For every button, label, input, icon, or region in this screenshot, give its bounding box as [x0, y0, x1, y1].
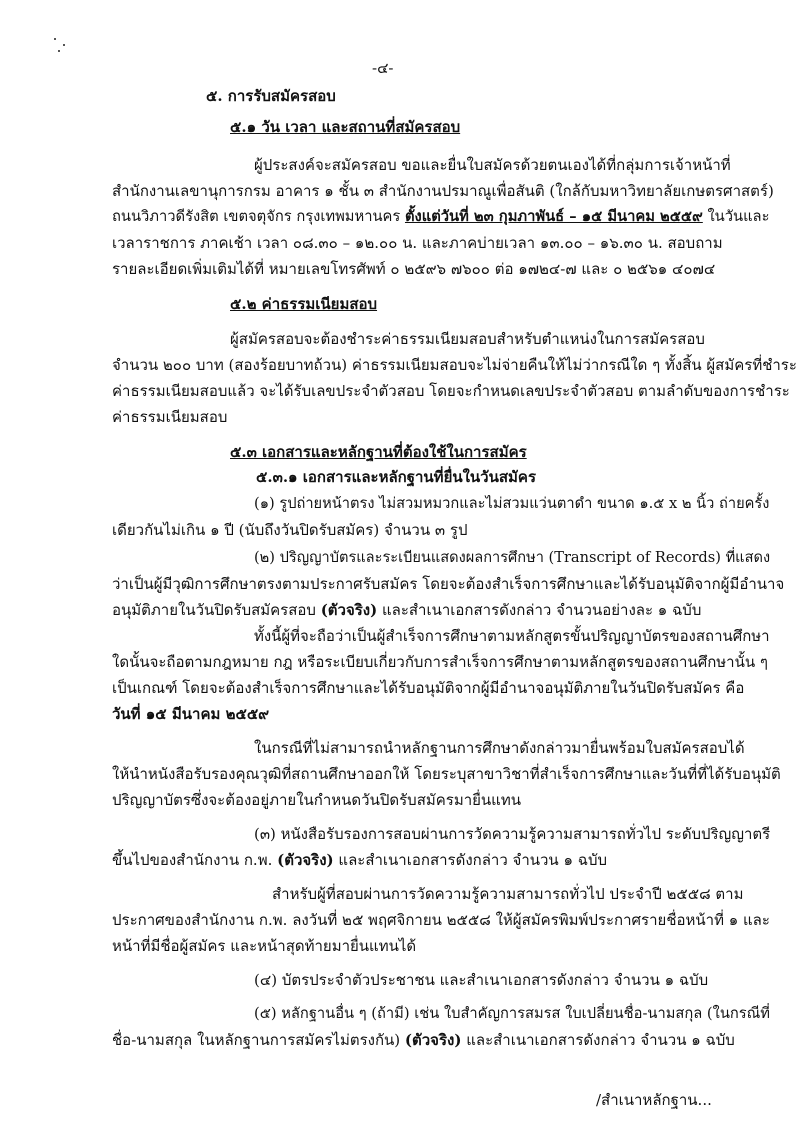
paragraph-line: [112, 600, 701, 620]
paragraph-line: ผู้สมัครสอบจะต้องชำระค่าธรรมเนียมสอบสำหรับตำแหน่งในการสมัครสอบ: [230, 330, 705, 348]
paragraph-line: (๒) ปริญญาบัตรและระเบียนแสดงผลการศึกษา (Transcript of Records) ที่แสดง: [254, 549, 771, 566]
paragraph-line: (๕) หลักฐานอื่น ๆ (ถ้ามี) เช่น ใบสำคัญการสมรส ใบเปลี่ยนชื่อ-นามสกุล (ในกรณีที่: [254, 1005, 770, 1022]
paragraph-line: เดียวกันไม่เกิน ๑ ปี (นับถึงวันปิดรับสมัคร) จำนวน ๓ รูป: [112, 521, 468, 539]
text-run: และสำเนาเอกสารดังกล่าว จำนวนอย่างละ ๑ ฉบับ: [377, 601, 702, 619]
closing-date: วันที่ ๑๕ มีนาคม ๒๕๕๙: [112, 705, 270, 723]
text-run: ชื่อ-นามสกุล ในหลักฐานการสมัครไม่ตรงกัน): [112, 1031, 405, 1049]
text-run: ขึ้นไปของสำนักงาน ก.พ.: [112, 851, 278, 869]
paragraph-line: เป็นเกณฑ์ โดยจะต้องสำเร็จการศึกษาและได้รับอนุมัติจากผู้มีอำนาจอนุมัติภายในวันปิดรับสมัคร คือ: [112, 679, 745, 697]
paragraph-line: สำหรับผู้ที่สอบผ่านการวัดความรู้ความสามารถทั่วไป ประจำปี ๒๕๕๘ ตาม: [272, 885, 744, 903]
paragraph-line: ทั้งนี้ผู้ที่จะถือว่าเป็นผู้สำเร็จการศึกษาตามหลักสูตรขั้นปริญญาบัตรของสถานศึกษา: [254, 627, 770, 645]
section-5-heading: ๕. การรับสมัครสอบ: [206, 87, 336, 105]
paragraph-line: [112, 1030, 735, 1050]
paragraph-line: ค่าธรรมเนียมสอบแล้ว จะได้รับเลขประจำตัวสอบ โดยจะกำหนดเลขประจำตัวสอบ ตามลำดับของการชำระ: [112, 382, 790, 400]
paragraph-line: รายละเอียดเพิ่มเติมได้ที่ หมายเลขโทรศัพท์ ๐ ๒๕๙๖ ๗๖๐๐ ต่อ ๑๗๒๔-๗ และ ๐ ๒๕๖๑ ๔๐๗๔: [112, 260, 716, 278]
text-run: ถนนวิภาวดีรังสิต เขตจตุจักร กรุงเทพมหานคร: [112, 208, 405, 225]
scan-speck: [63, 44, 65, 46]
original-document-note: (ตัวจริง): [404, 1031, 462, 1049]
scan-speck: [54, 38, 56, 40]
paragraph-line: ผู้ประสงค์จะสมัครสอบ ขอและยื่นใบสมัครด้วยตนเองได้ที่กลุ่มการเจ้าหน้าที่: [254, 156, 731, 174]
paragraph-line: [112, 850, 607, 870]
section-5-3-heading: ๕.๓ เอกสารและหลักฐานที่ต้องใช้ในการสมัคร: [230, 443, 527, 461]
paragraph-line: ประกาศของสำนักงาน ก.พ. ลงวันที่ ๒๕ พฤศจิกายน ๒๕๕๘ ให้ผู้สมัครพิมพ์ประกาศรายชื่อหน้าที่ ๑ และ: [112, 911, 770, 929]
original-document-note: (ตัวจริง): [320, 601, 378, 619]
paragraph-line: ให้นำหนังสือรับรองคุณวุฒิที่สถานศึกษาออกให้ โดยระบุสาขาวิชาที่สำเร็จการศึกษาและวันที่ที่ได้รับอนุมัติ: [112, 765, 781, 783]
application-period: ตั้งแต่วันที่ ๒๓ กุมภาพันธ์ – ๑๕ มีนาคม ๒๕๕๙: [404, 208, 703, 225]
text-run: ในวันและ: [702, 208, 770, 225]
paragraph-line: เวลาราชการ ภาคเช้า เวลา ๐๘.๓๐ – ๑๒.๐๐ น. และภาคบ่ายเวลา ๑๓.๐๐ – ๑๖.๓๐ น. สอบถาม: [112, 234, 723, 252]
paragraph-line: (๓) หนังสือรับรองการสอบผ่านการวัดความรู้ความสามารถทั่วไป ระดับปริญญาตรี: [254, 825, 771, 843]
section-5-2-heading: ๕.๒ ค่าธรรมเนียมสอบ: [230, 295, 378, 313]
paragraph-line: ใดนั้นจะถือตามกฎหมาย กฎ หรือระเบียบเกี่ยวกับการสำเร็จการศึกษาตามหลักสูตรของสถานศึกษานั้น ๆ: [112, 653, 768, 671]
paragraph-line: จำนวน ๒๐๐ บาท (สองร้อยบาทถ้วน) ค่าธรรมเนียมสอบจะไม่จ่ายคืนให้ไม่ว่ากรณีใด ๆ ทั้งสิ้น ผู้สมัครที่ชำระ: [112, 356, 797, 374]
paragraph-line: หน้าที่มีชื่อผู้สมัคร และหน้าสุดท้ายมายื่นแทนได้: [112, 937, 417, 955]
text-run: และสำเนาเอกสารดังกล่าว จำนวน ๑ ฉบับ: [333, 851, 607, 869]
original-document-note: (ตัวจริง): [277, 851, 334, 869]
paragraph-line: สำนักงานเลขานุการกรม อาคาร ๑ ชั้น ๓ สำนักงานปรมาณูเพื่อสันติ (ใกล้กับมหาวิทยาลัยเกษตรศาสตร์): [112, 182, 774, 200]
paragraph-line: [112, 207, 769, 227]
paragraph-line: ในกรณีที่ไม่สามารถนำหลักฐานการศึกษาดังกล่าวมายื่นพร้อมใบสมัครสอบได้: [254, 739, 745, 757]
page-number: -๔-: [372, 59, 394, 77]
paragraph-line: ค่าธรรมเนียมสอบ: [112, 408, 228, 426]
section-5-3-1-heading: ๕.๓.๑ เอกสารและหลักฐานที่ยื่นในวันสมัคร: [256, 468, 536, 486]
paragraph-line: (๑) รูปถ่ายหน้าตรง ไม่สวมหมวกและไม่สวมแว่นตาดำ ขนาด ๑.๕ x ๒ นิ้ว ถ่ายครั้ง: [254, 495, 770, 512]
paragraph-line: ว่าเป็นผู้มีวุฒิการศึกษาตรงตามประกาศรับสมัคร โดยจะต้องสำเร็จการศึกษาและได้รับอนุมัติจากผู้มีอำนาจ: [112, 575, 785, 593]
section-5-1-heading: ๕.๑ วัน เวลา และสถานที่สมัครสอบ: [230, 118, 461, 136]
paragraph-line: ปริญญาบัตรซึ่งจะต้องอยู่ภายในกำหนดวันปิดรับสมัครมายื่นแทน: [112, 791, 521, 809]
text-run: และสำเนาเอกสารดังกล่าว จำนวน ๑ ฉบับ: [461, 1031, 735, 1049]
paragraph-line: (๔) บัตรประจำตัวประชาชน และสำเนาเอกสารดังกล่าว จำนวน ๑ ฉบับ: [254, 971, 709, 989]
scan-speck: [58, 50, 60, 52]
continuation-marker: /สำเนาหลักฐาน...: [596, 1091, 712, 1109]
text-run: อนุมัติภายในวันปิดรับสมัครสอบ: [112, 601, 321, 619]
